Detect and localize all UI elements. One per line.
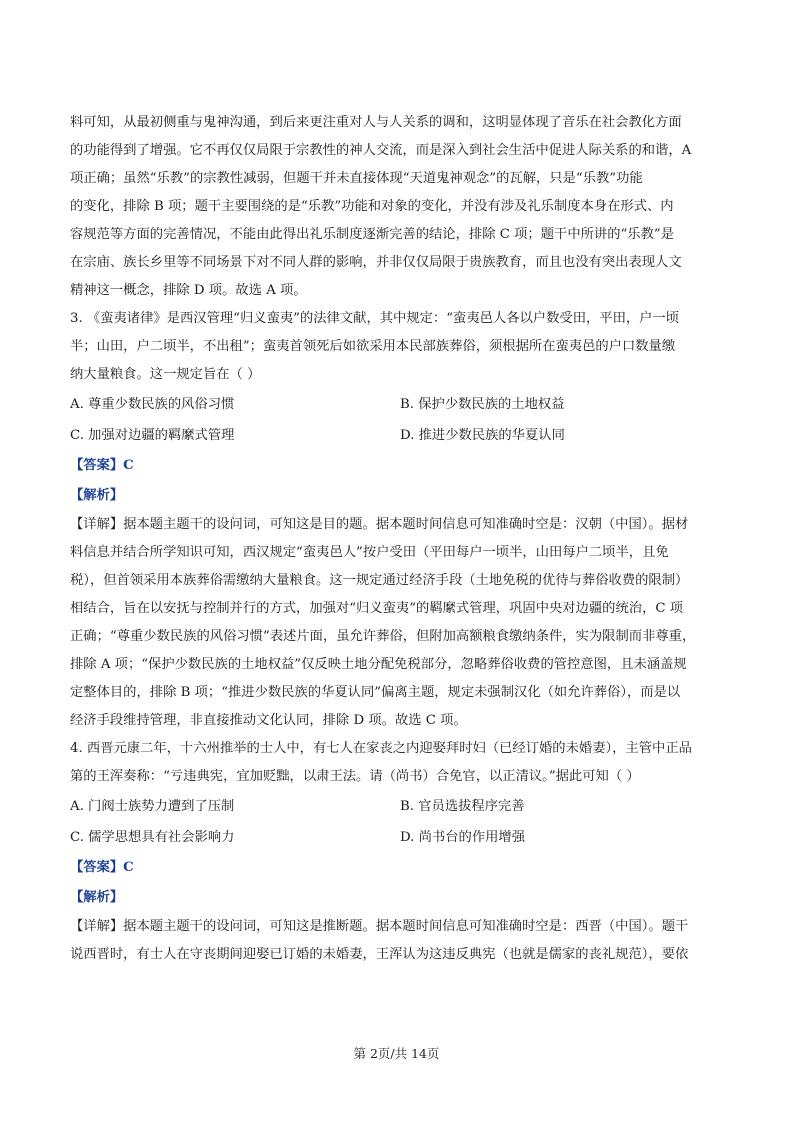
text-line: 料可知，从最初侧重与鬼神沟通，到后来更注重对人与人关系的调和，这明显体现了音乐在社会教化方面 <box>70 115 682 130</box>
text-line: 精神这一概念，排除 D 项。故选 A 项。 <box>70 283 307 298</box>
options-row <box>70 822 730 853</box>
options-row <box>70 791 730 822</box>
analysis-line: 税），但首领采用本族葬俗需缴纳大量粮食。这一规定通过经济手段（土地免税的优待与葬俗收费的限制） <box>70 573 689 588</box>
option-a: A. 尊重少数民族的风俗习惯 <box>70 397 235 412</box>
document-body <box>70 109 730 969</box>
option-a: A. 门阀士族势力遭到了压制 <box>70 799 235 814</box>
analysis-line: 经济手段维持管理，非直接推动文化认同，排除 D 项。故选 C 项。 <box>70 713 467 728</box>
text-line: 的功能得到了增强。它不再仅仅局限于宗教性的神人交流，而是深入到社会生活中促进人际关系的和谐，A <box>70 143 692 158</box>
answer-label: 【答案】C <box>70 860 134 875</box>
analysis-line: 料信息并结合所学知识可知，西汉规定“蛮夷邑人”按户受田（平田每户一顷半，山田每户二顷半，且免 <box>70 545 669 560</box>
option-b: B. 官员选拔程序完善 <box>400 799 525 814</box>
question-stem-line: 第的王浑奏称：“亏违典宪，宜加贬黜，以肃王法。请（尚书）合免官，以正清议。”据此可知（ ） <box>70 769 640 784</box>
answer-label: 【答案】C <box>70 458 134 473</box>
analysis-line: 相结合，旨在以安抚与控制并行的方式，加强对“归义蛮夷”的羁縻式管理，巩固中央对边疆的统治，C 项 <box>70 601 684 616</box>
question-stem-line: 4. 西晋元康二年，十六州推举的士人中，有七人在家丧之内迎娶拜时妇（已经订婚的未婚妻），主管中正品 <box>70 741 692 756</box>
analysis-line: 排除 A 项；“保护少数民族的土地权益”仅反映土地分配免税部分，忽略葬俗收费的管控意图，且未涵盖规 <box>70 657 687 672</box>
question-stem-line: 纳大量粮食。这一规定旨在（ ） <box>70 367 261 382</box>
option-c: C. 加强对边疆的羁縻式管理 <box>70 428 235 443</box>
options-row <box>70 389 730 420</box>
text-line: 容规范等方面的完善情况，不能由此得出礼乐制度逐渐完善的结论，排除 C 项；题干中所讲的“乐教”是 <box>70 227 674 242</box>
text-line: 在宗庙、族长乡里等不同场景下对不同人群的影响，并非仅仅局限于贵族教育，而且也没有突出表现人文 <box>70 255 682 270</box>
analysis-line: 【详解】据本题主题干的设问词，可知这是目的题。据本题时间信息可知准确时空是：汉朝（中国）。据材 <box>70 517 689 532</box>
analysis-label: 【解析】 <box>70 488 124 503</box>
question-stem-line: 半；山田，户二顷半，不出租”；蛮夷首领死后如欲采用本民部族葬俗，须根据所在蛮夷邑的户口数量缴 <box>70 339 676 354</box>
options-row <box>70 420 730 451</box>
option-d: D. 推进少数民族的华夏认同 <box>400 428 565 443</box>
text-line: 项正确；虽然“乐教”的宗教性减弱，但题干并未直接体现“天道鬼神观念”的瓦解，只是“乐教”功能 <box>70 171 643 186</box>
analysis-line: 说西晋时，有士人在守丧期间迎娶已订婚的未婚妻，王浑认为这违反典宪（也就是儒家的丧礼规范），要依 <box>70 947 689 962</box>
question-stem-line: 3. 《蛮夷诸律》是西汉管理“归义蛮夷”的法律文献，其中规定：“蛮夷邑人各以户数受田，平田，户一顷 <box>70 311 680 326</box>
option-d: D. 尚书台的作用增强 <box>400 830 526 845</box>
previous-analysis-continuation <box>70 109 730 305</box>
analysis-label: 【解析】 <box>70 890 124 905</box>
analysis-line: 定整体目的，排除 B 项；“推进少数民族的华夏认同”偏离主题，规定未强制汉化（如允许葬俗），而是以 <box>70 685 681 700</box>
text-line: 的变化，排除 B 项；题干主要围绕的是“乐教”功能和对象的变化，并没有涉及礼乐制度本身在形式、内 <box>70 199 674 214</box>
option-b: B. 保护少数民族的土地权益 <box>400 397 565 412</box>
question-4 <box>70 735 730 969</box>
option-c: C. 儒学思想具有社会影响力 <box>70 830 235 845</box>
analysis-line: 正确；“尊重少数民族的风俗习惯”表述片面，虽允许葬俗，但附加高额粮食缴纳条件，实为限制而非尊重， <box>70 629 696 644</box>
analysis-line: 【详解】据本题主题干的设问词，可知这是推断题。据本题时间信息可知准确时空是：西晋（中国）。题干 <box>70 919 689 934</box>
question-3 <box>70 305 730 735</box>
page-number: 第 2页/共 14页 <box>353 1046 440 1061</box>
